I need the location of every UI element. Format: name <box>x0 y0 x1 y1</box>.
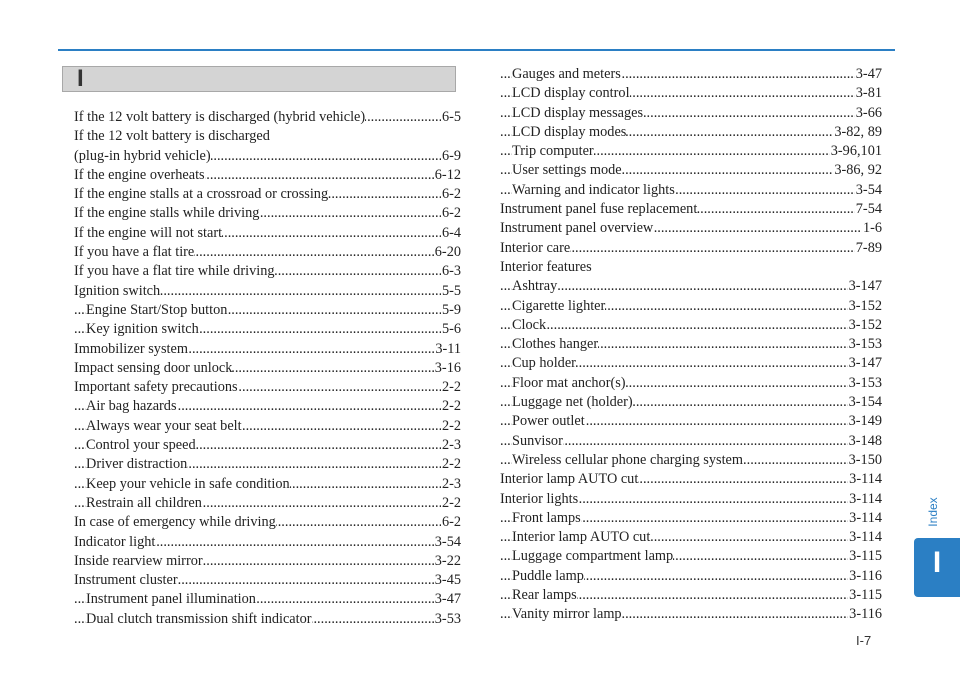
index-entry-text: Gauges and meters <box>512 66 621 82</box>
index-entry[interactable] <box>500 316 882 335</box>
index-entry[interactable] <box>500 200 882 219</box>
index-entry[interactable] <box>74 301 461 320</box>
index-entry-page: 3-149 <box>848 412 882 431</box>
index-entry[interactable] <box>74 185 461 204</box>
index-entry-page: 3-153 <box>848 374 882 393</box>
index-entry-text: Impact sensing door unlock <box>74 359 233 376</box>
index-entry-text: Immobilizer system <box>74 340 188 357</box>
index-entry[interactable] <box>500 219 882 238</box>
index-entry-page: 6-2 <box>441 185 461 204</box>
index-entry-page: 6-9 <box>441 147 461 166</box>
index-entry-text: Dual clutch transmission shift indicator <box>86 610 312 627</box>
index-entry[interactable] <box>500 586 882 605</box>
index-entry-page: 2-2 <box>441 397 461 416</box>
index-entry-text: In case of emergency while driving <box>74 514 276 531</box>
index-entry-page: 5-9 <box>441 301 461 320</box>
index-entry-text: LCD display messages <box>512 104 644 121</box>
index-entry[interactable] <box>74 108 461 127</box>
index-entry-text: If the engine overheats <box>74 166 205 183</box>
index-entry-text: Cup holder <box>512 355 576 372</box>
index-entry-page: 6-2 <box>441 204 461 223</box>
index-column-left <box>74 108 461 629</box>
index-entry-text: (plug-in hybrid vehicle) <box>74 147 211 164</box>
index-entry[interactable] <box>74 552 461 571</box>
index-entry-page: 5-6 <box>441 320 461 339</box>
index-entry[interactable] <box>74 475 461 494</box>
index-entry-text: Instrument cluster <box>74 572 178 589</box>
index-entry-text: If you have a flat tire while driving <box>74 263 275 280</box>
index-entry-page: 6-3 <box>441 262 461 281</box>
index-entry[interactable] <box>500 605 882 624</box>
index-entry[interactable] <box>74 320 461 339</box>
index-entry-page: 3-148 <box>848 432 882 451</box>
index-entry-text: Instrument panel overview <box>500 220 654 237</box>
index-entry-page: 2-2 <box>441 455 461 474</box>
index-entry[interactable] <box>500 335 882 354</box>
index-entry[interactable] <box>74 533 461 552</box>
index-entry-page: 1-6 <box>862 219 882 238</box>
index-entry[interactable] <box>500 123 882 142</box>
index-entry[interactable] <box>500 354 882 373</box>
index-entry-page: 3-82, 89 <box>833 123 882 142</box>
side-tab-label[interactable]: Index <box>926 497 940 527</box>
index-entry[interactable] <box>500 277 882 296</box>
index-entry-text: If the engine stalls while driving <box>74 205 260 222</box>
index-entry[interactable] <box>500 547 882 566</box>
index-entry-page: 3-147 <box>848 277 882 296</box>
index-entry-text: Interior lights <box>500 490 579 507</box>
index-entry-page: 3-114 <box>848 528 882 547</box>
index-entry[interactable] <box>500 181 882 200</box>
index-entry-page: 3-53 <box>434 610 461 629</box>
index-entry-text: Cigarette lighter <box>512 297 606 314</box>
index-entry-text: Floor mat anchor(s) <box>512 374 626 391</box>
index-entry[interactable] <box>500 490 882 509</box>
index-entry[interactable] <box>74 436 461 455</box>
index-entry-text: Air bag hazards <box>86 398 177 415</box>
index-entry-page: 3-54 <box>855 181 882 200</box>
side-tab[interactable] <box>914 538 960 597</box>
index-entry-text: Rear lamps <box>512 587 577 604</box>
index-entry-page: 6-2 <box>441 513 461 532</box>
index-entry[interactable] <box>500 142 882 161</box>
index-entry-page: 3-154 <box>848 393 882 412</box>
index-entry[interactable] <box>74 340 461 359</box>
index-entry-text: If the engine stalls at a crossroad or crossing <box>74 186 329 203</box>
index-entry-page: 6-5 <box>441 108 461 127</box>
index-entry-text: Ashtray <box>512 278 558 295</box>
index-entry-page: 6-12 <box>434 166 461 185</box>
index-entry[interactable] <box>500 412 882 431</box>
index-entry[interactable] <box>74 397 461 416</box>
index-entry-text: LCD display modes <box>512 123 627 140</box>
index-entry-page: 3-150 <box>848 451 882 470</box>
index-entry[interactable] <box>74 590 461 609</box>
index-entry-page: 6-4 <box>441 224 461 243</box>
index-entry-text: Sunvisor <box>512 432 563 449</box>
index-entry-page: 3-147 <box>848 354 882 373</box>
index-entry-page: 3-11 <box>434 340 461 359</box>
index-entry-page: 3-114 <box>848 490 882 509</box>
index-entry[interactable] <box>74 224 461 243</box>
index-entry-text: Vanity mirror lamp <box>512 606 622 623</box>
index-entry-page: 3-81 <box>855 84 882 103</box>
index-entry-page: 5-5 <box>441 282 461 301</box>
index-entry-page: 3-22 <box>434 552 461 571</box>
index-entry-page: 3-47 <box>434 590 461 609</box>
index-entry[interactable] <box>74 378 461 397</box>
index-entry-page: 3-16 <box>434 359 461 378</box>
index-entry[interactable] <box>74 204 461 223</box>
index-entry-text: Control your speed <box>86 437 196 454</box>
index-entry-text: Key ignition switch <box>86 321 199 338</box>
index-entry[interactable] <box>500 393 882 412</box>
index-entry[interactable] <box>74 359 461 378</box>
index-entry-page: 3-153 <box>848 335 882 354</box>
index-entry[interactable] <box>500 104 882 123</box>
index-entry[interactable] <box>500 509 882 528</box>
index-entry-page: 3-114 <box>848 470 882 489</box>
index-entry-text: Interior care <box>500 239 571 256</box>
index-entry-text: User settings mode <box>512 162 622 179</box>
index-entry-text: Engine Start/Stop button <box>86 301 228 318</box>
index-entry[interactable] <box>500 65 882 84</box>
index-entry-text: If you have a flat tire <box>74 244 195 261</box>
index-entry[interactable] <box>74 571 461 590</box>
index-entry-text: Warning and indicator lights <box>512 181 675 198</box>
index-entry-text: Important safety precautions <box>74 379 238 396</box>
index-entry-page: 2-2 <box>441 494 461 513</box>
index-entry-text: Instrument panel fuse replacement <box>500 201 698 218</box>
index-entry-page: 2-3 <box>441 436 461 455</box>
index-entry-page: 3-115 <box>848 547 882 566</box>
index-entry[interactable] <box>500 432 882 451</box>
index-entry-text: Always wear your seat belt <box>86 417 242 434</box>
index-entry-text: Puddle lamp <box>512 567 584 584</box>
index-entry-text: If the engine will not start <box>74 224 223 241</box>
index-entry-text: Driver distraction <box>86 456 188 473</box>
index-entry[interactable] <box>74 610 461 629</box>
index-entry[interactable] <box>500 374 882 393</box>
index-entry-text: LCD display control <box>512 85 630 102</box>
index-entry-text: Luggage compartment lamp <box>512 548 674 565</box>
index-entry-page: 3-116 <box>848 567 882 586</box>
index-entry-page: 2-3 <box>441 475 461 494</box>
index-entry-page: 7-89 <box>855 239 882 258</box>
index-entry-page: 3-45 <box>434 571 461 590</box>
index-entry[interactable] <box>74 282 461 301</box>
index-entry-page: 3-152 <box>848 297 882 316</box>
index-entry[interactable] <box>74 494 461 513</box>
index-entry-text: Interior lamp AUTO cut <box>512 529 651 546</box>
index-entry-text: Inside rearview mirror <box>74 552 203 569</box>
index-entry-text: Instrument panel illumination <box>86 591 256 608</box>
index-entry-page: 2-2 <box>441 417 461 436</box>
index-entry[interactable] <box>500 451 882 470</box>
index-entry-page: 3-66 <box>855 104 882 123</box>
index-entry-page: 3-152 <box>848 316 882 335</box>
index-entry-text: Clock <box>512 316 547 333</box>
index-entry[interactable] <box>74 513 461 532</box>
index-entry-text: Keep your vehicle in safe condition <box>86 475 290 492</box>
section-letter-header <box>62 66 456 92</box>
index-entry-text: Ignition switch <box>74 282 161 299</box>
top-rule <box>58 49 895 51</box>
index-entry-page: 3-115 <box>848 586 882 605</box>
section-letter: I <box>77 65 84 92</box>
index-entry-text: Restrain all children <box>86 494 202 511</box>
index-entry-text: If the 12 volt battery is discharged (hybrid vehicle) <box>74 109 366 125</box>
index-entry[interactable] <box>74 455 461 474</box>
index-entry-text: Trip computer <box>512 143 594 160</box>
index-entry-page: 3-47 <box>855 65 882 84</box>
index-entry-page: 3-114 <box>848 509 882 528</box>
index-entry[interactable] <box>500 258 882 277</box>
index-entry-text: Indicator light <box>74 533 156 550</box>
index-entry[interactable] <box>500 297 882 316</box>
index-column-right <box>500 65 882 625</box>
index-entry[interactable] <box>500 84 882 103</box>
index-entry[interactable] <box>74 127 461 146</box>
index-entry[interactable] <box>74 417 461 436</box>
index-entry-page: 6-20 <box>434 243 461 262</box>
index-entry-text: Interior features <box>500 258 592 275</box>
index-entry[interactable] <box>74 166 461 185</box>
index-entry-text: Power outlet <box>512 413 585 430</box>
index-entry-page: 3-96,101 <box>830 142 882 161</box>
index-entry-text: Wireless cellular phone charging system <box>512 451 744 468</box>
index-entry-page: 2-2 <box>441 378 461 397</box>
index-entry-text: Interior lamp AUTO cut <box>500 471 639 488</box>
index-entry[interactable] <box>500 470 882 489</box>
index-entry[interactable] <box>74 147 461 166</box>
index-entry-page: 7-54 <box>855 200 882 219</box>
index-entry-page: 3-54 <box>434 533 461 552</box>
index-entry-text: Front lamps <box>512 509 581 526</box>
index-entry[interactable] <box>500 528 882 547</box>
index-entry[interactable] <box>500 161 882 180</box>
index-entry[interactable] <box>500 239 882 258</box>
index-entry-page: 3-86, 92 <box>833 161 882 180</box>
index-entry[interactable] <box>74 262 461 281</box>
index-entry[interactable] <box>74 243 461 262</box>
index-entry-page: 3-116 <box>848 605 882 624</box>
index-entry-text: Clothes hanger <box>512 336 599 353</box>
page-number: I-7 <box>856 633 872 648</box>
index-entry[interactable] <box>500 567 882 586</box>
side-tab-letter: I <box>932 546 942 579</box>
index-entry-text: If the 12 volt battery is discharged <box>74 128 270 145</box>
index-entry-text: Luggage net (holder) <box>512 394 633 411</box>
